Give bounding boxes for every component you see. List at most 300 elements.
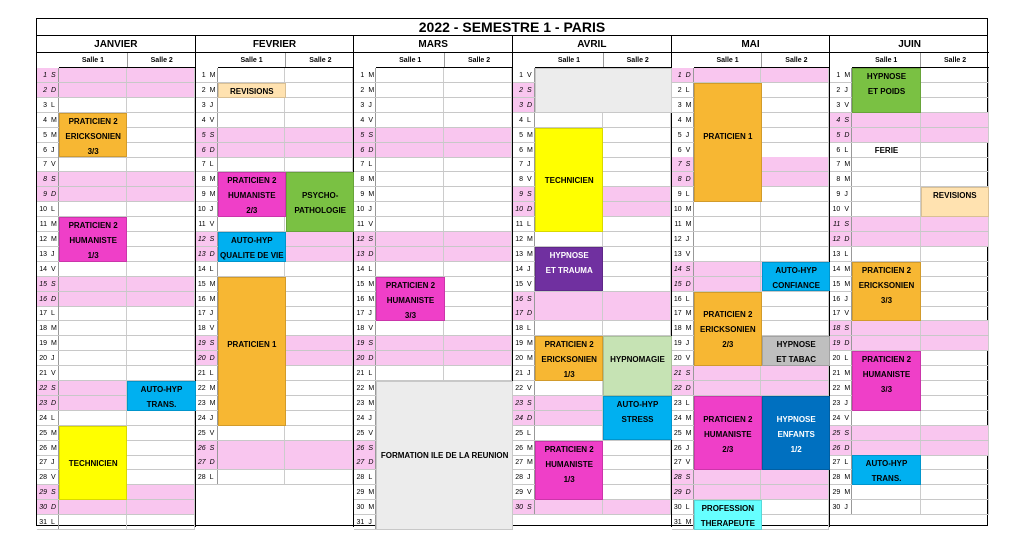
room-cell[interactable] bbox=[535, 232, 603, 246]
room-header: Salle 1 bbox=[399, 57, 422, 64]
room-cell[interactable] bbox=[694, 217, 762, 231]
room-cell[interactable] bbox=[921, 98, 989, 112]
course-block[interactable] bbox=[376, 277, 444, 322]
course-block[interactable] bbox=[762, 396, 830, 471]
room-cell[interactable] bbox=[376, 321, 444, 335]
room-cell[interactable] bbox=[535, 500, 603, 514]
room-cell[interactable] bbox=[852, 321, 920, 335]
room-cell[interactable] bbox=[852, 232, 920, 246]
course-block[interactable] bbox=[127, 381, 195, 411]
room-cell[interactable] bbox=[921, 441, 989, 455]
room-cell[interactable] bbox=[376, 83, 444, 97]
course-block[interactable] bbox=[603, 336, 671, 396]
room-cell[interactable] bbox=[694, 262, 762, 276]
day-number: 6 bbox=[360, 146, 365, 154]
course-label: AUTO-HYP bbox=[616, 399, 659, 409]
room-cell[interactable] bbox=[127, 217, 195, 231]
room-cell[interactable] bbox=[376, 202, 444, 216]
room-header: Salle 2 bbox=[603, 53, 672, 67]
room-cell[interactable] bbox=[535, 113, 603, 127]
room-cell[interactable] bbox=[603, 128, 671, 142]
room-cell[interactable] bbox=[218, 143, 286, 157]
day-of-week: M bbox=[684, 321, 694, 335]
room-cell[interactable] bbox=[127, 98, 195, 112]
room-cell[interactable] bbox=[218, 455, 286, 469]
room-cell[interactable] bbox=[603, 485, 671, 499]
room-cell[interactable] bbox=[761, 202, 829, 216]
room-cell[interactable] bbox=[444, 113, 512, 127]
room-cell[interactable] bbox=[444, 217, 512, 231]
room-cell[interactable] bbox=[535, 411, 603, 425]
day-of-week: L bbox=[366, 262, 376, 276]
room-cell[interactable] bbox=[59, 98, 127, 112]
day-of-week: S bbox=[208, 232, 218, 246]
room-cell[interactable] bbox=[127, 143, 195, 157]
room-cell[interactable] bbox=[376, 247, 444, 261]
room-cell[interactable] bbox=[59, 366, 127, 380]
room-cell[interactable] bbox=[444, 292, 512, 306]
room-cell[interactable] bbox=[59, 500, 127, 514]
room-cell[interactable] bbox=[285, 277, 353, 291]
room-cell[interactable] bbox=[127, 262, 195, 276]
course-block[interactable] bbox=[852, 351, 920, 411]
day-number: 20 bbox=[832, 355, 841, 363]
room-cell[interactable] bbox=[376, 217, 444, 231]
room-cell[interactable] bbox=[285, 321, 353, 335]
room-cell[interactable] bbox=[218, 262, 286, 276]
room-cell[interactable] bbox=[376, 128, 444, 142]
room-cell[interactable] bbox=[59, 306, 127, 320]
room-cell[interactable] bbox=[285, 68, 353, 82]
room-cell[interactable] bbox=[761, 292, 829, 306]
room-cell[interactable] bbox=[376, 336, 444, 350]
room-cell[interactable] bbox=[603, 292, 671, 306]
room-cell[interactable] bbox=[285, 306, 353, 320]
room-cell[interactable] bbox=[852, 411, 920, 425]
room-cell[interactable] bbox=[444, 172, 512, 186]
room-cell[interactable] bbox=[921, 128, 989, 142]
course-block[interactable] bbox=[535, 247, 603, 292]
room-cell[interactable] bbox=[127, 351, 195, 365]
room-cell[interactable] bbox=[444, 262, 512, 276]
room-cell[interactable] bbox=[444, 98, 512, 112]
room-cell[interactable] bbox=[127, 411, 195, 425]
course-block[interactable] bbox=[59, 113, 127, 158]
day-of-week: S bbox=[842, 217, 852, 231]
room-cell[interactable] bbox=[285, 98, 353, 112]
course-block[interactable] bbox=[694, 396, 762, 471]
room-cell[interactable] bbox=[921, 336, 989, 350]
day-row bbox=[672, 366, 830, 381]
room-cell[interactable] bbox=[285, 128, 353, 142]
room-cell[interactable] bbox=[376, 187, 444, 201]
day-number: 22 bbox=[832, 384, 841, 392]
day-row bbox=[37, 277, 195, 292]
room-cell[interactable] bbox=[127, 68, 195, 82]
course-block[interactable] bbox=[852, 143, 920, 158]
course-block[interactable] bbox=[694, 500, 762, 530]
course-block[interactable] bbox=[762, 336, 830, 366]
room-cell[interactable] bbox=[127, 455, 195, 469]
course-block[interactable] bbox=[694, 292, 762, 367]
day-of-week: M bbox=[525, 247, 535, 261]
room-cell[interactable] bbox=[921, 83, 989, 97]
room-cell[interactable] bbox=[127, 470, 195, 484]
day-number: 31 bbox=[39, 519, 47, 526]
room-cell[interactable] bbox=[694, 485, 762, 499]
room-cell[interactable] bbox=[603, 143, 671, 157]
room-cell[interactable] bbox=[921, 500, 989, 514]
room-cell[interactable] bbox=[218, 470, 286, 484]
room-cell[interactable] bbox=[761, 172, 829, 186]
day-number: 12 bbox=[515, 235, 523, 243]
room-cell[interactable] bbox=[444, 351, 512, 365]
room-cell[interactable] bbox=[603, 113, 671, 127]
room-cell[interactable] bbox=[761, 321, 829, 335]
course-block[interactable] bbox=[535, 128, 603, 232]
room-cell[interactable] bbox=[59, 157, 127, 171]
room-cell[interactable] bbox=[376, 143, 444, 157]
room-cell[interactable] bbox=[127, 157, 195, 171]
room-cell[interactable] bbox=[376, 232, 444, 246]
room-cell[interactable] bbox=[127, 515, 195, 529]
room-cell[interactable] bbox=[59, 411, 127, 425]
room-cell[interactable] bbox=[218, 441, 286, 455]
course-block[interactable] bbox=[218, 277, 286, 426]
room-cell[interactable] bbox=[852, 187, 920, 201]
room-cell[interactable] bbox=[59, 277, 127, 291]
room-cell[interactable] bbox=[444, 187, 512, 201]
room-cell[interactable] bbox=[127, 113, 195, 127]
day-number: 11 bbox=[674, 221, 682, 228]
room-cell[interactable] bbox=[921, 381, 989, 395]
room-cell[interactable] bbox=[761, 485, 829, 499]
room-cell[interactable] bbox=[694, 68, 762, 82]
room-cell[interactable] bbox=[444, 143, 512, 157]
room-cell[interactable] bbox=[921, 351, 989, 365]
room-cell[interactable] bbox=[603, 500, 671, 514]
room-cell[interactable] bbox=[852, 247, 920, 261]
room-cell[interactable] bbox=[376, 351, 444, 365]
room-cell[interactable] bbox=[59, 262, 127, 276]
day-number: 22 bbox=[356, 384, 365, 392]
room-cell[interactable] bbox=[761, 366, 829, 380]
room-cell[interactable] bbox=[285, 262, 353, 276]
room-cell[interactable] bbox=[761, 500, 829, 514]
day-number: 6 bbox=[43, 146, 47, 154]
room-cell[interactable] bbox=[376, 262, 444, 276]
room-cell[interactable] bbox=[127, 500, 195, 514]
room-cell[interactable] bbox=[59, 381, 127, 395]
room-cell[interactable] bbox=[603, 262, 671, 276]
course-label: PRATICIEN 2 bbox=[544, 340, 594, 350]
room-cell[interactable] bbox=[535, 381, 603, 395]
room-cell[interactable] bbox=[694, 202, 762, 216]
room-cell[interactable] bbox=[603, 321, 671, 335]
room-cell[interactable] bbox=[218, 113, 286, 127]
room-cell[interactable] bbox=[444, 277, 512, 291]
room-cell[interactable] bbox=[694, 470, 762, 484]
room-cell[interactable] bbox=[694, 366, 762, 380]
room-cell[interactable] bbox=[761, 128, 829, 142]
room-cell[interactable] bbox=[603, 202, 671, 216]
room-cell[interactable] bbox=[285, 366, 353, 380]
room-cell[interactable] bbox=[921, 113, 989, 127]
room-cell[interactable] bbox=[921, 411, 989, 425]
room-cell[interactable] bbox=[127, 83, 195, 97]
room-cell[interactable] bbox=[921, 366, 989, 380]
room-cell[interactable] bbox=[761, 381, 829, 395]
room-cell[interactable] bbox=[127, 277, 195, 291]
day-of-week: S bbox=[49, 68, 59, 82]
room-cell[interactable] bbox=[444, 321, 512, 335]
room-cell[interactable] bbox=[921, 172, 989, 186]
room-cell[interactable] bbox=[921, 217, 989, 231]
room-cell[interactable] bbox=[218, 128, 286, 142]
room-cell[interactable] bbox=[218, 217, 286, 231]
room-cell[interactable] bbox=[535, 321, 603, 335]
day-of-week: L bbox=[842, 143, 852, 157]
room-cell[interactable] bbox=[285, 247, 353, 261]
room-cell[interactable] bbox=[921, 426, 989, 440]
room-cell[interactable] bbox=[694, 381, 762, 395]
room-cell[interactable] bbox=[285, 157, 353, 171]
room-cell[interactable] bbox=[694, 277, 762, 291]
room-cell[interactable] bbox=[59, 83, 127, 97]
day-of-week: M bbox=[525, 128, 535, 142]
room-cell[interactable] bbox=[921, 247, 989, 261]
course-label: 1/3 bbox=[87, 251, 99, 260]
room-cell[interactable] bbox=[761, 98, 829, 112]
course-block[interactable] bbox=[603, 396, 671, 441]
room-cell[interactable] bbox=[761, 306, 829, 320]
room-cell[interactable] bbox=[285, 426, 353, 440]
day-of-week: D bbox=[49, 292, 59, 306]
day-number: 18 bbox=[356, 325, 365, 333]
room-cell[interactable] bbox=[921, 262, 989, 276]
room-cell[interactable] bbox=[694, 247, 762, 261]
room-cell[interactable] bbox=[127, 366, 195, 380]
day-of-week: D bbox=[684, 485, 694, 499]
room-cell[interactable] bbox=[761, 247, 829, 261]
course-block[interactable] bbox=[852, 455, 920, 485]
room-cell[interactable] bbox=[285, 113, 353, 127]
room-cell[interactable] bbox=[127, 172, 195, 186]
room-cell[interactable] bbox=[852, 172, 920, 186]
room-cell[interactable] bbox=[444, 232, 512, 246]
room-cell[interactable] bbox=[127, 336, 195, 350]
room-cell[interactable] bbox=[285, 441, 353, 455]
course-block[interactable] bbox=[852, 68, 920, 113]
room-cell[interactable] bbox=[444, 83, 512, 97]
room-cell[interactable] bbox=[285, 381, 353, 395]
room-cell[interactable] bbox=[444, 128, 512, 142]
day-row bbox=[37, 336, 195, 351]
day-row bbox=[513, 321, 671, 336]
room-cell[interactable] bbox=[603, 441, 671, 455]
room-cell[interactable] bbox=[535, 292, 603, 306]
room-cell[interactable] bbox=[285, 396, 353, 410]
room-cell[interactable] bbox=[285, 292, 353, 306]
room-cell[interactable] bbox=[852, 336, 920, 350]
room-cell[interactable] bbox=[603, 470, 671, 484]
room-cell[interactable] bbox=[285, 470, 353, 484]
day-of-week: S bbox=[525, 83, 535, 97]
room-cell[interactable] bbox=[852, 500, 920, 514]
day-row bbox=[354, 157, 512, 172]
room-cell[interactable] bbox=[852, 217, 920, 231]
room-cell[interactable] bbox=[761, 232, 829, 246]
room-cell[interactable] bbox=[59, 292, 127, 306]
day-of-week: L bbox=[525, 217, 535, 231]
room-cell[interactable] bbox=[444, 336, 512, 350]
room-cell[interactable] bbox=[852, 157, 920, 171]
room-cell[interactable] bbox=[761, 113, 829, 127]
room-cell[interactable] bbox=[59, 396, 127, 410]
room-cell[interactable] bbox=[127, 441, 195, 455]
room-cell[interactable] bbox=[59, 172, 127, 186]
day-of-week: S bbox=[525, 396, 535, 410]
room-cell[interactable] bbox=[376, 366, 444, 380]
room-cell[interactable] bbox=[603, 187, 671, 201]
room-cell[interactable] bbox=[603, 217, 671, 231]
course-block[interactable] bbox=[535, 336, 603, 381]
room-cell[interactable] bbox=[603, 232, 671, 246]
room-cell[interactable] bbox=[376, 157, 444, 171]
room-cell[interactable] bbox=[761, 68, 829, 82]
room-cell[interactable] bbox=[921, 157, 989, 171]
room-cell[interactable] bbox=[218, 426, 286, 440]
room-cell[interactable] bbox=[603, 247, 671, 261]
day-of-week: L bbox=[208, 262, 218, 276]
room-cell[interactable] bbox=[761, 515, 829, 529]
room-cell[interactable] bbox=[59, 336, 127, 350]
course-block[interactable] bbox=[535, 68, 672, 113]
room-cell[interactable] bbox=[127, 128, 195, 142]
room-cell[interactable] bbox=[921, 232, 989, 246]
room-cell[interactable] bbox=[127, 485, 195, 499]
room-cell[interactable] bbox=[921, 68, 989, 82]
room-cell[interactable] bbox=[59, 68, 127, 82]
course-block[interactable] bbox=[218, 172, 286, 217]
room-cell[interactable] bbox=[444, 247, 512, 261]
room-cell[interactable] bbox=[376, 172, 444, 186]
course-block[interactable] bbox=[694, 83, 762, 202]
room-cell[interactable] bbox=[376, 68, 444, 82]
day-of-week: M bbox=[366, 68, 376, 82]
room-cell[interactable] bbox=[921, 143, 989, 157]
room-cell[interactable] bbox=[285, 336, 353, 350]
room-cell[interactable] bbox=[921, 455, 989, 469]
room-cell[interactable] bbox=[921, 321, 989, 335]
room-cell[interactable] bbox=[603, 455, 671, 469]
course-label: HUMANISTE bbox=[69, 236, 117, 245]
course-block[interactable] bbox=[59, 217, 127, 262]
room-cell[interactable] bbox=[59, 321, 127, 335]
day-of-week: L bbox=[684, 187, 694, 201]
room-cell[interactable] bbox=[376, 98, 444, 112]
room-cell[interactable] bbox=[376, 113, 444, 127]
course-block[interactable] bbox=[535, 441, 603, 501]
room-cell[interactable] bbox=[218, 157, 286, 171]
room-cell[interactable] bbox=[921, 277, 989, 291]
room-cell[interactable] bbox=[285, 351, 353, 365]
room-cell[interactable] bbox=[921, 306, 989, 320]
room-cell[interactable] bbox=[921, 396, 989, 410]
room-cell[interactable] bbox=[603, 306, 671, 320]
room-cell[interactable] bbox=[535, 396, 603, 410]
room-cell[interactable] bbox=[59, 202, 127, 216]
course-block[interactable] bbox=[852, 262, 920, 322]
room-cell[interactable] bbox=[761, 470, 829, 484]
room-cell[interactable] bbox=[218, 68, 286, 82]
day-of-week: S bbox=[525, 292, 535, 306]
course-block[interactable] bbox=[376, 381, 513, 530]
room-cell[interactable] bbox=[285, 143, 353, 157]
room-cell[interactable] bbox=[852, 113, 920, 127]
day-number: 26 bbox=[356, 444, 365, 452]
room-cell[interactable] bbox=[694, 232, 762, 246]
room-cell[interactable] bbox=[285, 411, 353, 425]
room-cell[interactable] bbox=[535, 426, 603, 440]
room-cell[interactable] bbox=[285, 232, 353, 246]
room-cell[interactable] bbox=[852, 202, 920, 216]
room-cell[interactable] bbox=[127, 187, 195, 201]
room-cell[interactable] bbox=[127, 292, 195, 306]
room-cell[interactable] bbox=[444, 157, 512, 171]
room-cell[interactable] bbox=[127, 232, 195, 246]
room-cell[interactable] bbox=[761, 217, 829, 231]
course-block[interactable] bbox=[286, 172, 354, 232]
room-cell[interactable] bbox=[59, 515, 127, 529]
room-cell[interactable] bbox=[603, 157, 671, 171]
room-cell[interactable] bbox=[921, 470, 989, 484]
room-cell[interactable] bbox=[444, 366, 512, 380]
room-cell[interactable] bbox=[761, 143, 829, 157]
room-cell[interactable] bbox=[59, 187, 127, 201]
room-cell[interactable] bbox=[761, 157, 829, 171]
course-block[interactable] bbox=[218, 83, 286, 98]
room-cell[interactable] bbox=[761, 83, 829, 97]
room-cell[interactable] bbox=[921, 485, 989, 499]
room-cell[interactable] bbox=[218, 98, 286, 112]
room-cell[interactable] bbox=[852, 128, 920, 142]
room-cell[interactable] bbox=[285, 83, 353, 97]
room-cell[interactable] bbox=[852, 485, 920, 499]
room-cell[interactable] bbox=[127, 321, 195, 335]
course-block[interactable] bbox=[218, 232, 286, 262]
room-cell[interactable] bbox=[127, 247, 195, 261]
room-cell[interactable] bbox=[444, 202, 512, 216]
room-cell[interactable] bbox=[852, 426, 920, 440]
room-cell[interactable] bbox=[921, 292, 989, 306]
room-cell[interactable] bbox=[285, 455, 353, 469]
room-cell[interactable] bbox=[603, 172, 671, 186]
room-cell[interactable] bbox=[444, 68, 512, 82]
room-cell[interactable] bbox=[127, 306, 195, 320]
room-cell[interactable] bbox=[59, 351, 127, 365]
room-cell[interactable] bbox=[852, 441, 920, 455]
course-block[interactable] bbox=[762, 262, 830, 292]
room-cell[interactable] bbox=[761, 187, 829, 201]
course-block[interactable] bbox=[921, 187, 989, 217]
room-cell[interactable] bbox=[127, 202, 195, 216]
room-cell[interactable] bbox=[535, 306, 603, 320]
course-block[interactable] bbox=[59, 426, 127, 501]
room-cell[interactable] bbox=[127, 426, 195, 440]
room-cell[interactable] bbox=[444, 306, 512, 320]
room-cell[interactable] bbox=[603, 277, 671, 291]
